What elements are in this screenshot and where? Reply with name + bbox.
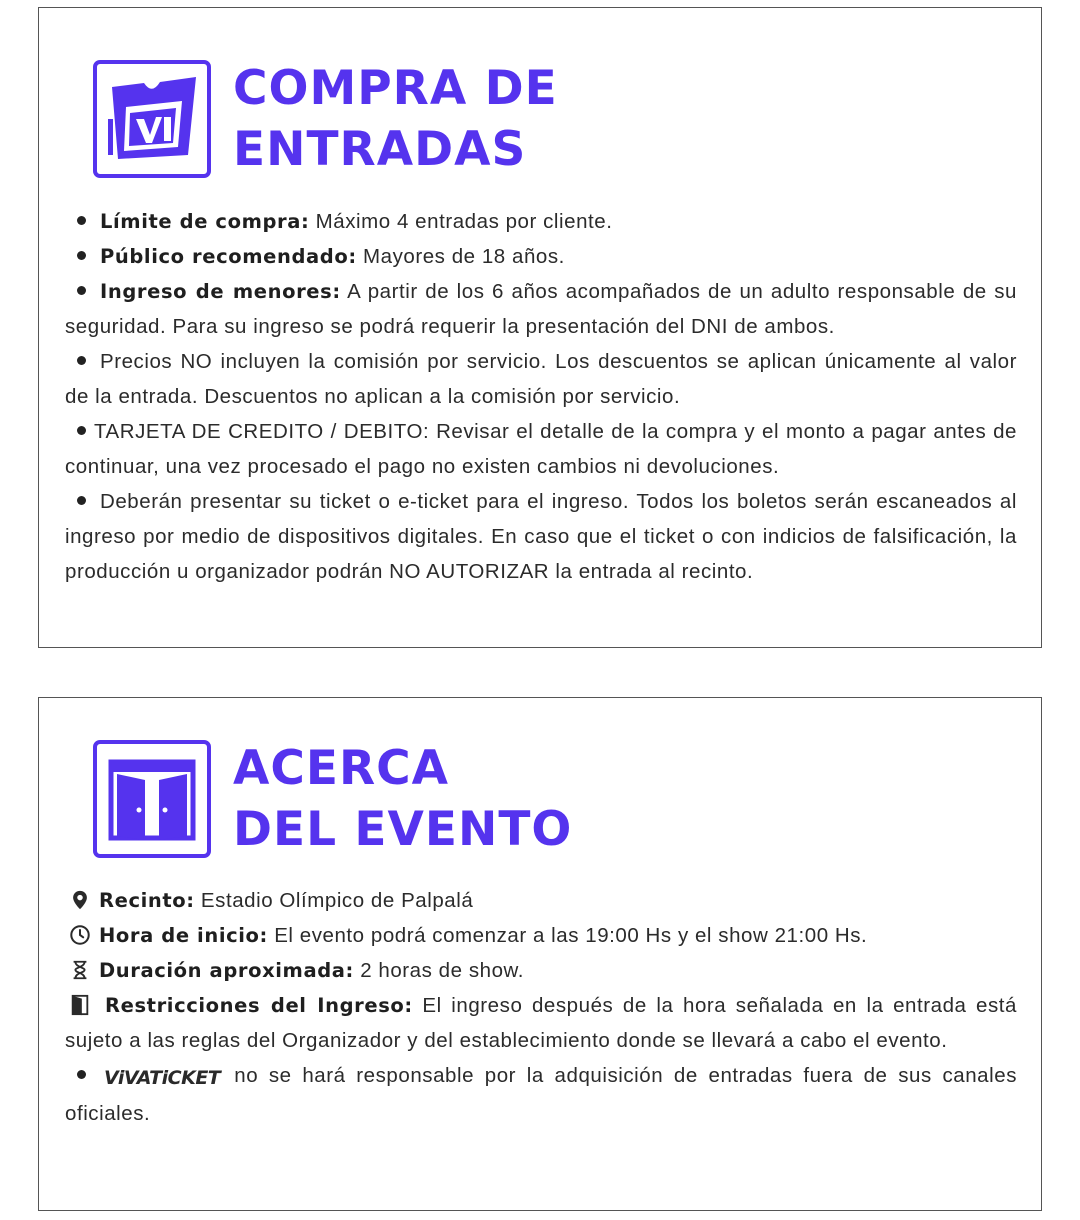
rule-label: Público recomendado: [100,245,357,268]
purchase-title [233,58,558,180]
rule-text: TARJETA DE CREDITO / DEBITO: Revisar el detalle de la compra y el monto a pagar antes de continuar, una vez procesado el pago no existen cambios ni devoluciones. [65,420,1017,478]
bullet-icon [77,1070,86,1079]
rule-item [65,204,1017,239]
bullet-icon [77,286,86,295]
detail-label: Duración aproximada: [99,959,354,982]
event-title-line1: ACERCA [233,741,450,796]
bullet-icon [77,356,86,365]
event-card [38,697,1042,1211]
detail-item [65,883,1017,918]
purchase-header [93,58,558,180]
detail-label: Restricciones del Ingreso: [105,994,413,1017]
detail-item [65,1058,1017,1131]
rule-text: Deberán presentar su ticket o e-ticket para el ingreso. Todos los boletos serán escaneados al ingreso por medio de dispositivos digitales. En caso que el ticket o con indicios de falsificación, la producción u organizador podrán NO AUTORIZAR la entrada al recinto. [65,490,1017,583]
rule-text: Máximo 4 entradas por cliente. [309,210,613,233]
rule-label: Límite de compra: [100,210,310,233]
detail-text: El ingreso después de la hora señalada en la entrada está sujeto a las reglas del Organizador y del establecimiento donde se llevará a cabo el evento. [65,994,1017,1052]
bullet-icon [77,251,86,260]
door-logo-icon [93,740,211,858]
rule-item [65,414,1017,484]
purchase-title-line1: COMPRA DE [233,61,558,116]
rule-item [65,344,1017,414]
rule-text: A partir de los 6 años acompañados de un adulto responsable de su seguridad. Para su ingreso se podrá requerir la presentación del DNI de ambos. [65,280,1017,338]
rule-text: Precios NO incluyen la comisión por servicio. Los descuentos se aplican únicamente al valor de la entrada. Descuentos no aplican a la comisión por servicio. [65,350,1017,408]
bullet-icon [77,216,86,225]
detail-item [65,918,1017,953]
purchase-card [38,7,1042,648]
detail-text: Estadio Olímpico de Palpalá [194,889,474,912]
detail-text: El evento podrá comenzar a las 19:00 Hs y el show 21:00 Hs. [267,924,868,947]
detail-item [65,953,1017,988]
event-title [233,738,572,860]
event-title-line2: DEL EVENTO [233,802,573,857]
bullet-icon [77,496,86,505]
clock-icon [69,924,91,946]
detail-label: Recinto: [99,889,195,912]
ticket-logo-icon [93,60,211,178]
detail-label: Hora de inicio: [99,924,268,947]
rule-item [65,239,1017,274]
detail-text: no se hará responsable por la adquisición de entradas fuera de sus canales oficiales. [65,1064,1017,1125]
rule-text: Mayores de 18 años. [356,245,565,268]
detail-item [65,988,1017,1058]
door-icon [69,994,91,1016]
vivaticket-logo: ViVATiCKET [104,1067,221,1089]
event-header [93,738,572,860]
bullet-icon [77,426,86,435]
event-details [65,883,1017,1131]
rule-item [65,274,1017,344]
rule-label: Ingreso de menores: [100,280,341,303]
rule-item [65,484,1017,589]
location-pin-icon [69,889,91,911]
purchase-rules [65,204,1017,589]
hourglass-icon [69,959,91,981]
purchase-title-line2: ENTRADAS [233,122,527,177]
detail-text: 2 horas de show. [353,959,524,982]
